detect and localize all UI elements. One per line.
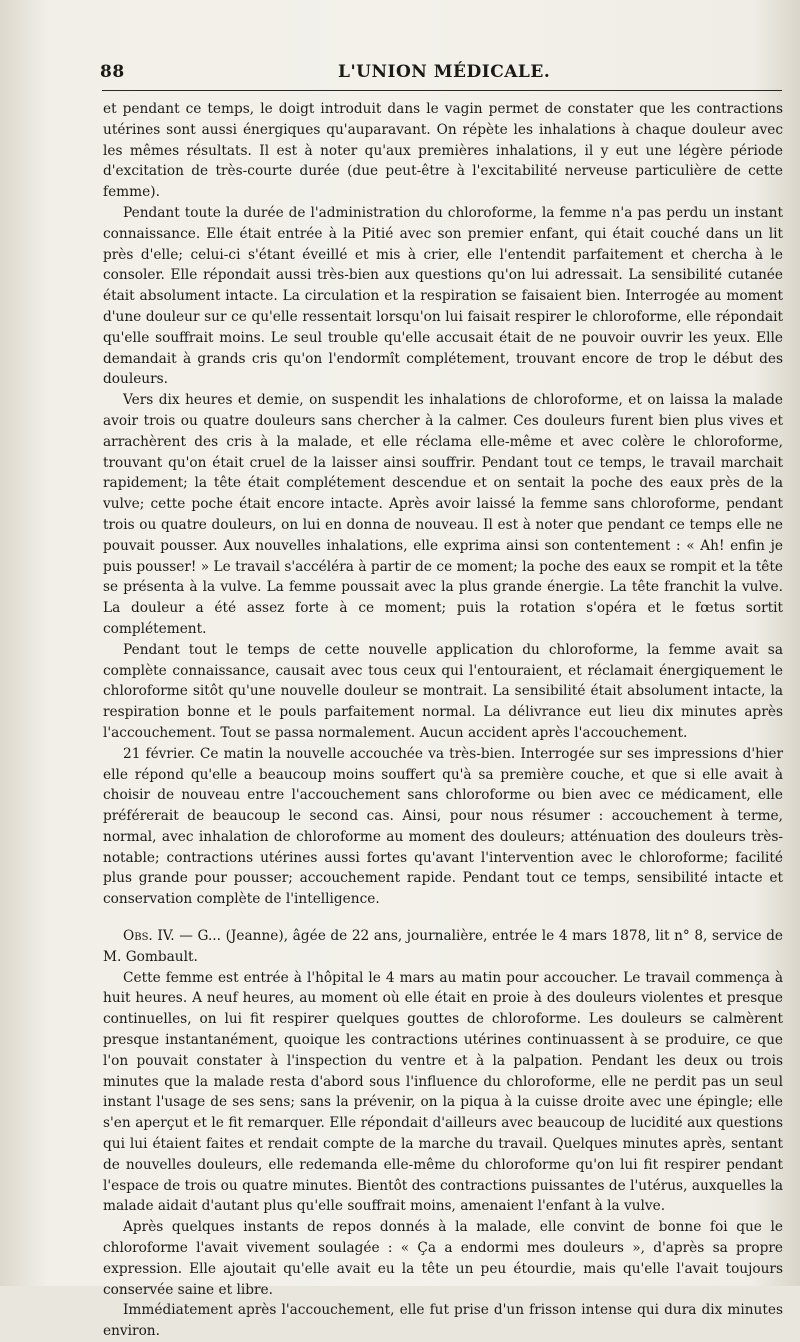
observation-heading [103,926,783,968]
paragraph-observation-account: Cette femme est entrée à l'hôpital le 4 mars au matin pour accoucher. Le travail commença à huit heures. A neuf heures, au moment où elle était en proie à des douleurs violentes et presque continuelles, on lui fit respirer quelques gouttes de chloroforme. Les douleurs se calmèrent presque instantanément, quoique les contractions utérines continuassent à se produire, ce que l'on pouvait constater à l'inspection du ventre et à la palpation. Pendant les deux ou trois minutes que la malade resta d'abord sous l'influence du chloroforme, elle ne perdit pas un seul instant l'usage de ses sens; sans la prévenir, on la piqua à la cuisse droite avec une épingle; elle s'en aperçut et le fit remarquer. Elle répondait d'ailleurs avec beaucoup de lucidité aux questions qui lui étaient faites et rendait compte de la marche du travail. Quelques minutes après, sentant de nouvelles douleurs, elle redemanda elle-même du chloroforme qu'on lui fit respirer pendant l'espace de trois ou quatre minutes. Bientôt des contractions puissantes de l'utérus, auxquelles la malade aidait d'autant plus qu'elle souffrait moins, amenaient l'enfant à la vulve. [103,969,783,1215]
paragraph-after-rest: Après quelques instants de repos donnés à la malade, elle convint de bonne foi que le chloroforme l'avait vivement soulagée : « Ça a endormi mes douleurs », d'après sa propre expression. Elle ajoutait qu'elle avait eu la tête un peu étourdie, mais qu'elle l'avait toujours conservée saine et libre. [103,1219,783,1298]
paragraph-chloroform-administration: Pendant toute la durée de l'administration du chloroforme, la femme n'a pas perdu un instant connaissance. Elle était entrée à la Pitié avec son premier enfant, qui était couché dans un lit près d'elle; celui-ci s'étant éveillé et mis à crier, elle l'entendit parfaitement et chercha à le consoler. Elle répondait aussi très-bien aux questions qu'on lui adressait. La sensibilité cutanée était absolument intacte. La circulation et la respiration se faisaient bien. Interrogée au moment d'une douleur sur ce qu'elle ressentait lorsqu'on lui faisait respirer le chloroforme, elle répondait qu'elle souffrait moins. Le seul trouble qu'elle accusait était de ne pouvoir ouvrir les yeux. Elle demandait à grands cris qu'on l'endormît complétement, trouvant encore de trop le début des douleurs. [103,204,783,388]
paragraph-shivering: Immédiatement après l'accouchement, elle fut prise d'un frisson intense qui dura dix minutes environ. [103,1302,783,1340]
observation-details: — G... (Jeanne), âgée de 22 ans, journalière, entrée le 4 mars 1878, lit n° 8, service de M. Gombault. [103,928,783,965]
page-header [100,62,720,84]
journal-title: L'UNION MÉDICALE. [338,62,551,82]
paragraph-new-application: Pendant tout le temps de cette nouvelle application du chloroforme, la femme avait sa complète connaissance, causait avec tous ceux qui l'entouraient, et réclamait énergiquement le chloroforme sitôt qu'une nouvelle douleur se montrait. La sensibilité était absolument intacte, la respiration bonne et le pouls parfaitement normal. La délivrance eut lieu dix minutes après l'accouchement. Tout se passa normalement. Aucun accident après l'accouchement. [103,641,783,741]
paragraph-continuation: et pendant ce temps, le doigt introduit dans le vagin permet de constater que les contractions utérines sont aussi énergiques qu'auparavant. On répète les inhalations à chaque douleur avec les mêmes résultats. Il est à noter qu'aux premières inhalations, il y eut une légère période d'excitation de très-courte durée (due peut-être à l'excitabilité nerveuse particulière de cette femme). [103,101,783,201]
paragraph-february-21: 21 février. Ce matin la nouvelle accouchée va très-bien. Interrogée sur ses impressions d'hier elle répond qu'elle a beaucoup moins souffert qu'à sa première couche, et que si elle avait à choisir de nouveau entre l'accouchement sans chloroforme ou bien avec ce médicament, elle préférerait de beaucoup le second cas. Ainsi, pour nous résumer : accouchement à terme, normal, avec inhalation de chloroforme au moment des douleurs; atténuation des douleurs très-notable; contractions utérines aussi fortes qu'avant l'intervention avec le chloroforme; facilité plus grande pour pousser; accouchement rapide. Pendant tout ce temps, sensibilité intacte et conservation complète de l'intelligence. [103,745,783,908]
page-number: 88 [100,62,125,82]
paragraph-suspension-inhalations: Vers dix heures et demie, on suspendit les inhalations de chloroforme, et on laissa la malade avoir trois ou quatre douleurs sans chercher à la calmer. Ces douleurs furent bien plus vives et arrachèrent des cris à la malade, et elle réclama elle-même et avec colère le chloroforme, trouvant qu'on était cruel de la laisser ainsi souffrir. Pendant tout ce temps, le travail marchait rapidement; la tête était complétement descendue et on sentait la poche des eaux près de la vulve; cette poche était encore intacte. Après avoir laissé la femme sans chloroforme, pendant trois ou quatre douleurs, on lui en donna de nouveau. Il est à noter que pendant ce temps elle ne pouvait pousser. Aux nouvelles inhalations, elle exprima ainsi son contentement : « Ah! enfin je puis pousser! » Le travail s'accéléra à partir de ce moment; la poche des eaux se rompit et la tête se présenta à la vulve. La femme poussait avec la plus grande énergie. La tête franchit la vulve. La douleur a été assez forte à ce moment; puis la rotation s'opéra et le fœtus sortit complétement. [103,392,783,637]
observation-label: Obs. IV. [123,928,175,945]
header-rule [102,90,782,91]
section-gap [103,910,783,926]
article-body [103,99,783,1342]
